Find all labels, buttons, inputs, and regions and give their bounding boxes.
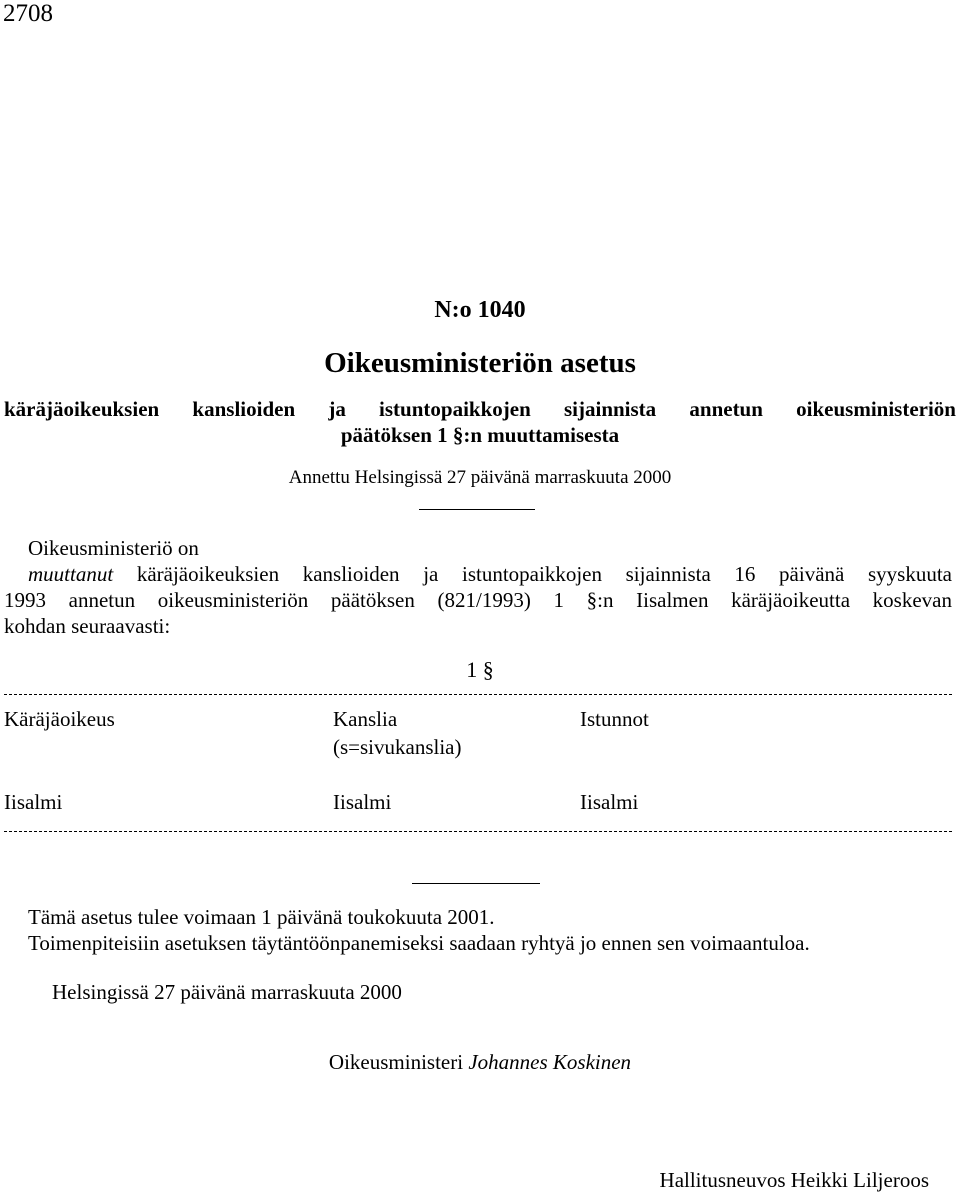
table-cell-office: Iisalmi (333, 790, 392, 814)
table-header-court: Käräjäoikeus (4, 707, 115, 731)
minister-signature (0, 1050, 960, 1075)
document-subtitle-line-2: päätöksen 1 §:n muuttamisesta (340, 423, 620, 447)
document-subtitle-line-1: käräjäoikeuksien kanslioiden ja istuntopaikkojen sijainnista annetun oikeusministeriön (4, 397, 956, 421)
implementation-measures: Toimenpiteisiin asetuksen täytäntöönpanemiseksi saadaan ryhtyä jo ennen sen voimaantuloa. (28, 931, 810, 955)
preamble-line-1: Oikeusministeriö on (28, 536, 199, 560)
closing-divider (412, 883, 540, 884)
preamble-line-2-text: käräjäoikeuksien kanslioiden ja istuntopaikkojen sijainnista 16 päivänä syyskuuta (113, 562, 952, 586)
minister-title: Oikeusministeri (328, 1050, 464, 1074)
preamble-line-4: kohdan seuraavasti: (4, 614, 171, 638)
document-title: Oikeusministeriön asetus (324, 347, 636, 379)
minister-name: Johannes Koskinen (468, 1050, 632, 1074)
table-cell-court: Iisalmi (4, 790, 63, 814)
signature-place-date: Helsingissä 27 päivänä marraskuuta 2000 (52, 980, 402, 1004)
table-bottom-rule (4, 831, 952, 832)
table-header-sessions: Istunnot (580, 707, 649, 731)
preamble-line-3: 1993 annetun oikeusministeriön päätöksen (821/1993) 1 §:n Iisalmen käräjäoikeutta koskevan (4, 588, 952, 612)
table-cell-sessions: Iisalmi (580, 790, 639, 814)
counsellor-signature: Hallitusneuvos Heikki Liljeroos (659, 1168, 929, 1192)
entry-into-force: Tämä asetus tulee voimaan 1 päivänä toukokuuta 2001. (28, 905, 495, 929)
header-divider (419, 509, 535, 510)
table-top-rule (4, 694, 952, 695)
preamble-line-2 (28, 562, 952, 587)
issued-date: Annettu Helsingissä 27 päivänä marraskuuta 2000 (288, 467, 672, 488)
page-number: 2708 (3, 0, 53, 27)
document-number: N:o 1040 (434, 297, 526, 323)
table-header-office-note: (s=sivukanslia) (333, 735, 462, 759)
preamble-italic-verb: muuttanut (28, 562, 114, 586)
section-heading: 1 § (466, 657, 494, 682)
table-header-office: Kanslia (333, 707, 398, 731)
